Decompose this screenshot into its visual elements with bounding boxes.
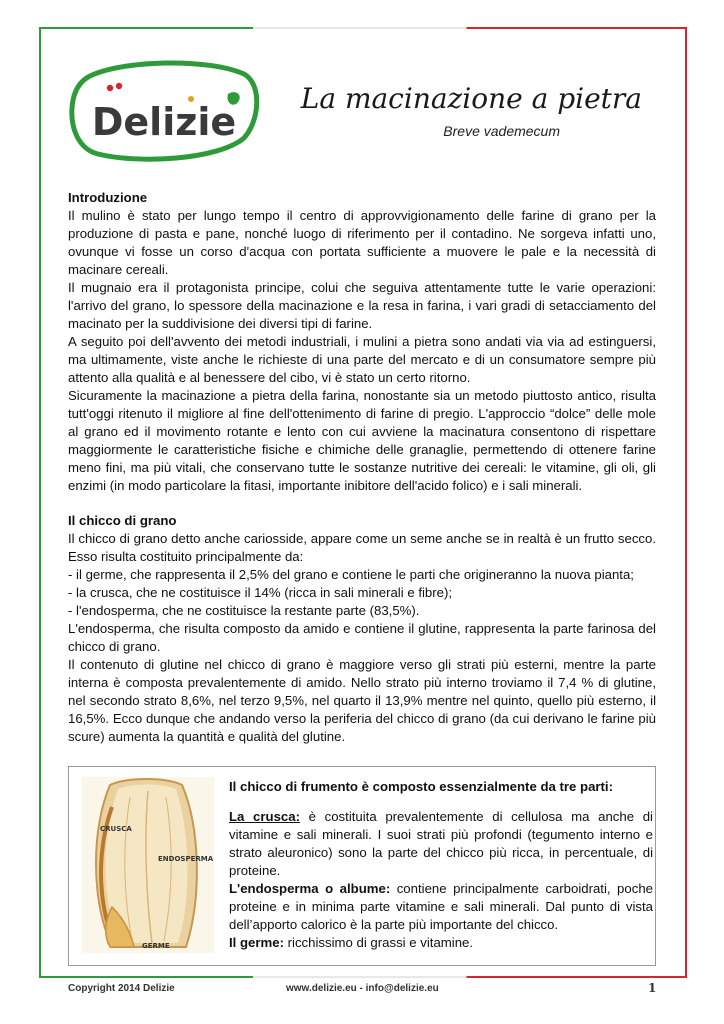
endosperma-label: L'endosperma o albume: bbox=[229, 881, 391, 896]
chicco-list-item: - il germe, che rappresenta il 2,5% del grano e contiene le parti che origineranno la nuova pianta; bbox=[68, 567, 634, 582]
logo-wordmark: Delizie bbox=[91, 100, 237, 144]
figure-label-endosperma: ENDOSPERMA bbox=[158, 855, 214, 863]
figure-label-germe: GERME bbox=[142, 942, 170, 950]
footer-contact: www.delizie.eu - info@delizie.eu bbox=[286, 983, 439, 994]
intro-paragraph: Sicuramente la macinazione a pietra della farina, nonostante sia un metodo piuttosto antico, risulta tutt'oggi ritenuto il migliore al fine dell'ottenimento di farine di pregio. L'approccio “dolce” delle mole al grano ed il movimento rotante e lento con cui avviene la macinatura consentono di rispettare maggiormente le caratteristiche fisiche e chimiche delle granaglie, permettendo di ottenere farine meno fini, ma più vitali, che conservano tutte le sostanze nutritive dei cereali: le vitamine, gli oli, gli enzimi (in modo particolare la fitasi, importante inibitore dell'acido folico) e i sali minerali. bbox=[68, 388, 656, 493]
box-heading: Il chicco di frumento è composto essenzialmente da tre parti: bbox=[229, 779, 613, 794]
chicco-paragraph: Il chicco di grano detto anche cariosside, appare come un seme anche se in realtà è un frutto secco. Esso risulta costituito principalmente da: bbox=[68, 531, 656, 564]
wheat-grain-illustration bbox=[82, 777, 214, 953]
frame-left-border bbox=[39, 27, 41, 978]
frame-right-border bbox=[685, 27, 687, 978]
main-content bbox=[68, 189, 656, 746]
page-number: 1 bbox=[648, 981, 657, 995]
germe-text: ricchissimo di grassi e vitamine. bbox=[283, 935, 474, 950]
document-title: La macinazione a pietra bbox=[300, 82, 642, 115]
germe-label: Il germe: bbox=[229, 935, 284, 950]
intro-heading: Introduzione bbox=[68, 190, 148, 205]
section-gap bbox=[68, 495, 656, 512]
figure-label-crusca: CRUSCA bbox=[100, 825, 132, 833]
chicco-paragraph: L'endosperma, che risulta composto da amido e contiene il glutine, rappresenta la parte farinosa del chicco di grano. bbox=[68, 621, 656, 654]
chicco-list-item: - la crusca, che ne costituisce il 14% (ricca in sali minerali e fibre); bbox=[68, 585, 453, 600]
footer-copyright: Copyright 2014 Delizie bbox=[68, 983, 175, 994]
intro-paragraph: Il mulino è stato per lungo tempo il centro di approvvigionamento delle farine di grano per la produzione di pasta e pane, nonché luogo di riferimento per il contadino. Ne sorgeva infatti uno, ovunque vi fosse un corso d'acqua con portata sufficiente a muovere le pale e la necessità di macinare cereali. bbox=[68, 208, 656, 277]
crusca-label: La crusca: bbox=[229, 809, 300, 824]
document-subtitle: Breve vademecum bbox=[443, 123, 560, 139]
chicco-heading: Il chicco di grano bbox=[68, 513, 177, 528]
germe-description bbox=[229, 934, 653, 952]
delizie-logo bbox=[68, 58, 260, 164]
endosperma-text: contiene principalmente carboidrati, poche proteine e in minima parte vitamine e sali minerali. Dal punto di vista dell’apporto calorico è la parte più importante del chicco. bbox=[229, 881, 653, 932]
frame-top-border bbox=[39, 27, 687, 29]
grain-info-box bbox=[68, 766, 656, 966]
chicco-list-item: - l'endosperma, che ne costituisce la restante parte (83,5%). bbox=[68, 603, 420, 618]
intro-paragraph: Il mugnaio era il protagonista principe, colui che seguiva attentamente tutte le varie operazioni: l'arrivo del grano, lo spessore della macinazione e la resa in farina, i vari gradi di setacciamento del macinato per la suddivisione dei diversi tipi di farine. bbox=[68, 280, 656, 331]
endosperma-description bbox=[229, 880, 653, 934]
chicco-paragraph: Il contenuto di glutine nel chicco di grano è maggiore verso gli strati più esterni, mentre la parte interna è composta prevalentemente di amido. Nello strato più interno troviamo il 7,4 % di glutine, nel secondo strato 8,6%, nel terzo 9,5%, nel quarto il 13,9% mentre nel quinto, quello più esterno, il 16,5%. Ecco dunque che andando verso la periferia del chicco di grano (da cui derivano le farine più scure) aumenta la quantità e qualità del glutine. bbox=[68, 657, 656, 744]
frame-bottom-border bbox=[39, 976, 687, 978]
intro-paragraph: A seguito poi dell'avvento dei metodi industriali, i mulini a pietra sono andati via via ad estinguersi, ma ultimamente, viste anche le richieste di una parte del mercato e di un consumatore sempre più attento alla qualità e al benessere del cibo, vi è stato un certo ritorno. bbox=[68, 334, 656, 385]
grain-info-text bbox=[229, 778, 653, 952]
crusca-text: è costituita prevalentemente di cellulosa ma anche di vitamine e sali minerali. I suoi strati più profondi (tegumento interno e strato aleuronico) sono la parte del chicco più ricca, in percentuale, di proteine. bbox=[229, 809, 653, 878]
crusca-description bbox=[229, 808, 653, 880]
